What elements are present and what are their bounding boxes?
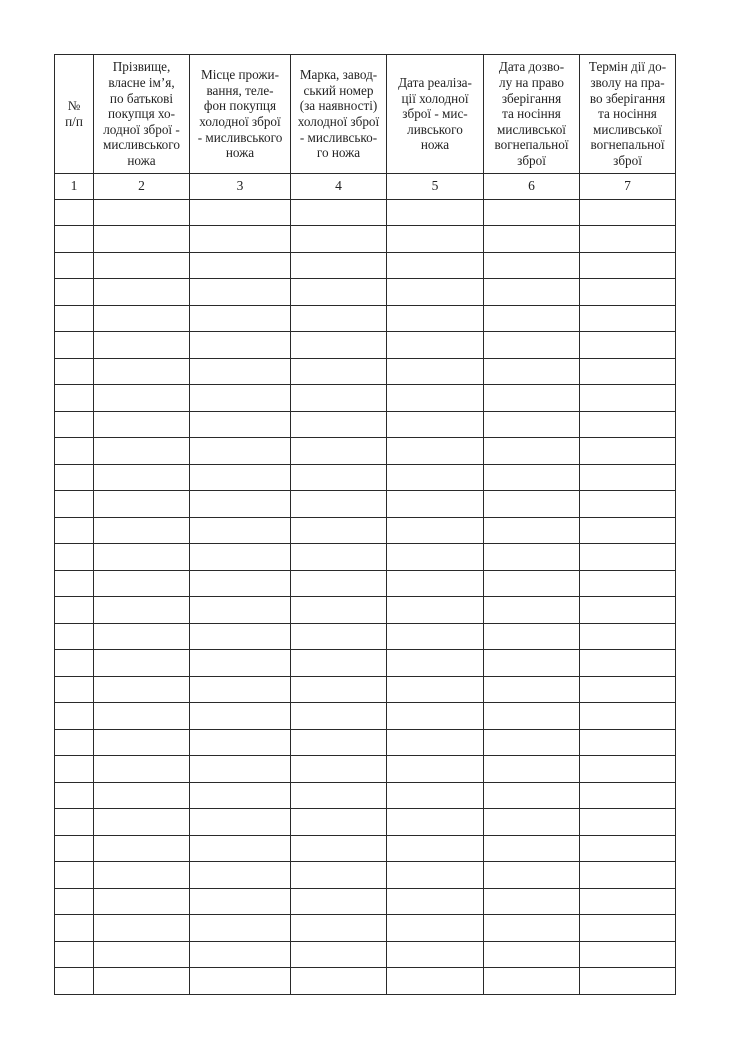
blank-entry-cell[interactable] <box>484 464 580 491</box>
blank-entry-cell[interactable] <box>94 862 190 889</box>
blank-entry-cell[interactable] <box>291 782 387 809</box>
blank-entry-cell[interactable] <box>94 491 190 518</box>
column-number-cell: 1 <box>55 174 94 200</box>
blank-entry-cell[interactable] <box>387 862 484 889</box>
header-line: власне ім’я, <box>108 75 175 91</box>
header-line: вання, теле- <box>206 82 274 98</box>
column-number-row <box>55 174 676 200</box>
blank-entry-cell[interactable] <box>190 332 291 359</box>
header-line: зброї - мис- <box>402 106 468 122</box>
blank-entry-cell[interactable] <box>580 332 676 359</box>
blank-entry-cell[interactable] <box>580 438 676 465</box>
blank-entry-cell[interactable] <box>94 411 190 438</box>
blank-entry-cell[interactable] <box>387 729 484 756</box>
blank-entry-cell[interactable] <box>55 226 94 253</box>
blank-entry-cell[interactable] <box>94 544 190 571</box>
header-line: № <box>67 98 81 114</box>
blank-entry-cell[interactable] <box>387 570 484 597</box>
blank-entry-cell[interactable] <box>291 703 387 730</box>
blank-entry-cell[interactable] <box>387 888 484 915</box>
blank-entry-cell[interactable] <box>291 888 387 915</box>
blank-entry-cell[interactable] <box>291 385 387 412</box>
blank-entry-cell[interactable] <box>55 676 94 703</box>
blank-entry-cell[interactable] <box>387 464 484 491</box>
blank-entry-cell[interactable] <box>580 623 676 650</box>
blank-entry-cell[interactable] <box>55 385 94 412</box>
blank-entry-cell[interactable] <box>190 862 291 889</box>
blank-entry-cell[interactable] <box>580 835 676 862</box>
blank-entry-cell[interactable] <box>190 279 291 306</box>
blank-entry-cell[interactable] <box>190 199 291 226</box>
blank-entry-cell[interactable] <box>484 332 580 359</box>
blank-entry-cell[interactable] <box>55 570 94 597</box>
blank-entry-cell[interactable] <box>387 597 484 624</box>
column-number-cell: 5 <box>387 174 484 200</box>
table-row <box>55 862 676 889</box>
blank-entry-cell[interactable] <box>484 491 580 518</box>
header-line: зволу на пра- <box>590 75 665 91</box>
blank-entry-cell[interactable] <box>190 491 291 518</box>
table-row <box>55 968 676 995</box>
weapons-register-table <box>54 54 676 995</box>
blank-entry-cell[interactable] <box>387 809 484 836</box>
blank-entry-cell[interactable] <box>387 438 484 465</box>
blank-entry-cell[interactable] <box>190 729 291 756</box>
header-line: Місце прожи- <box>201 67 279 83</box>
header-line: та носіння <box>502 106 561 122</box>
blank-entry-cell[interactable] <box>580 491 676 518</box>
blank-entry-cell[interactable] <box>190 464 291 491</box>
blank-entry-cell[interactable] <box>291 623 387 650</box>
blank-entry-cell[interactable] <box>94 570 190 597</box>
header-line: - мисливсько- <box>299 129 378 145</box>
table-row <box>55 305 676 332</box>
blank-entry-cell[interactable] <box>291 544 387 571</box>
blank-entry-cell[interactable] <box>387 279 484 306</box>
blank-entry-cell[interactable] <box>94 332 190 359</box>
blank-entry-cell[interactable] <box>94 226 190 253</box>
blank-entry-cell[interactable] <box>190 544 291 571</box>
column-number-cell: 3 <box>190 174 291 200</box>
blank-entry-cell[interactable] <box>484 729 580 756</box>
blank-entry-cell[interactable] <box>580 252 676 279</box>
column-number-cell: 2 <box>94 174 190 200</box>
blank-entry-cell[interactable] <box>484 226 580 253</box>
blank-entry-cell[interactable] <box>580 703 676 730</box>
blank-entry-cell[interactable] <box>55 650 94 677</box>
blank-entry-cell[interactable] <box>291 968 387 995</box>
blank-entry-cell[interactable] <box>291 491 387 518</box>
header-line: вогнепальної <box>494 137 569 153</box>
blank-entry-cell[interactable] <box>484 358 580 385</box>
header-cell-col7 <box>580 55 676 174</box>
header-line: п/п <box>65 114 83 129</box>
table-row <box>55 570 676 597</box>
blank-entry-cell[interactable] <box>94 385 190 412</box>
table-row <box>55 491 676 518</box>
header-cell-col3 <box>190 55 291 174</box>
blank-entry-cell[interactable] <box>387 676 484 703</box>
blank-entry-cell[interactable] <box>580 888 676 915</box>
blank-entry-cell[interactable] <box>484 676 580 703</box>
blank-entry-cell[interactable] <box>484 411 580 438</box>
blank-entry-cell[interactable] <box>55 544 94 571</box>
blank-entry-cell[interactable] <box>55 491 94 518</box>
table-row <box>55 358 676 385</box>
table-row <box>55 888 676 915</box>
blank-entry-cell[interactable] <box>190 438 291 465</box>
blank-entry-cell[interactable] <box>580 570 676 597</box>
header-line: холодної зброї <box>199 114 281 129</box>
blank-entry-cell[interactable] <box>190 809 291 836</box>
header-line: та носіння <box>598 106 657 122</box>
blank-entry-cell[interactable] <box>484 385 580 412</box>
blank-entry-cell[interactable] <box>94 809 190 836</box>
blank-entry-cell[interactable] <box>484 809 580 836</box>
blank-entry-cell[interactable] <box>190 385 291 412</box>
blank-entry-cell[interactable] <box>291 332 387 359</box>
blank-entry-cell[interactable] <box>94 199 190 226</box>
blank-entry-cell[interactable] <box>484 915 580 942</box>
header-line: мисливської <box>593 121 662 137</box>
header-row <box>55 55 676 174</box>
blank-entry-cell[interactable] <box>387 252 484 279</box>
header-line: лу на право <box>499 75 564 91</box>
blank-entry-cell[interactable] <box>484 438 580 465</box>
blank-entry-cell[interactable] <box>291 411 387 438</box>
blank-entry-cell[interactable] <box>190 756 291 783</box>
blank-entry-cell[interactable] <box>387 411 484 438</box>
blank-entry-cell[interactable] <box>55 703 94 730</box>
blank-entry-cell[interactable] <box>55 623 94 650</box>
blank-entry-cell[interactable] <box>94 888 190 915</box>
blank-entry-cell[interactable] <box>387 915 484 942</box>
blank-entry-cell[interactable] <box>190 915 291 942</box>
blank-entry-cell[interactable] <box>484 279 580 306</box>
blank-entry-cell[interactable] <box>55 464 94 491</box>
blank-entry-cell[interactable] <box>291 597 387 624</box>
header-cell-col4 <box>291 55 387 174</box>
blank-entry-cell[interactable] <box>55 358 94 385</box>
blank-entry-cell[interactable] <box>484 835 580 862</box>
header-cell-col1 <box>55 55 94 174</box>
column-number-cell: 6 <box>484 174 580 200</box>
header-line: (за наявності) <box>299 98 378 114</box>
blank-entry-cell[interactable] <box>190 650 291 677</box>
blank-entry-cell[interactable] <box>580 597 676 624</box>
header-line: зброї <box>613 152 642 168</box>
blank-entry-cell[interactable] <box>484 941 580 968</box>
header-line: покупця хо- <box>107 106 176 122</box>
blank-entry-cell[interactable] <box>190 358 291 385</box>
blank-entry-cell[interactable] <box>94 305 190 332</box>
table-row <box>55 464 676 491</box>
header-line: ливського <box>407 121 463 137</box>
header-line: по батькові <box>109 90 174 106</box>
blank-entry-cell[interactable] <box>484 888 580 915</box>
blank-entry-cell[interactable] <box>190 252 291 279</box>
header-line: фон покупця <box>203 98 277 114</box>
header-line: мисливського <box>103 137 180 153</box>
header-line: ножа <box>420 137 450 153</box>
table-row <box>55 676 676 703</box>
blank-entry-cell[interactable] <box>55 915 94 942</box>
blank-entry-cell[interactable] <box>580 385 676 412</box>
blank-entry-cell[interactable] <box>55 438 94 465</box>
blank-entry-cell[interactable] <box>291 650 387 677</box>
blank-entry-cell[interactable] <box>190 411 291 438</box>
blank-entry-cell[interactable] <box>94 650 190 677</box>
blank-entry-cell[interactable] <box>580 544 676 571</box>
table-body <box>55 55 676 995</box>
blank-entry-cell[interactable] <box>484 305 580 332</box>
blank-entry-cell[interactable] <box>484 544 580 571</box>
blank-entry-cell[interactable] <box>387 305 484 332</box>
blank-entry-cell[interactable] <box>291 570 387 597</box>
blank-entry-cell[interactable] <box>55 756 94 783</box>
table-row <box>55 650 676 677</box>
blank-entry-cell[interactable] <box>580 862 676 889</box>
blank-entry-cell[interactable] <box>94 358 190 385</box>
header-line: ножа <box>225 145 255 161</box>
blank-entry-cell[interactable] <box>55 411 94 438</box>
blank-entry-cell[interactable] <box>291 305 387 332</box>
blank-entry-cell[interactable] <box>291 809 387 836</box>
blank-entry-cell[interactable] <box>387 623 484 650</box>
header-line: лодної зброї - <box>103 121 180 137</box>
blank-entry-cell[interactable] <box>55 279 94 306</box>
table-row <box>55 199 676 226</box>
blank-entry-cell[interactable] <box>484 597 580 624</box>
table-row <box>55 809 676 836</box>
blank-entry-cell[interactable] <box>94 517 190 544</box>
blank-entry-cell[interactable] <box>580 411 676 438</box>
blank-entry-cell[interactable] <box>55 332 94 359</box>
blank-entry-cell[interactable] <box>484 199 580 226</box>
header-line: Дата дозво- <box>498 59 565 75</box>
blank-entry-cell[interactable] <box>387 544 484 571</box>
table-row <box>55 332 676 359</box>
blank-entry-cell[interactable] <box>94 279 190 306</box>
blank-entry-cell[interactable] <box>387 650 484 677</box>
blank-entry-cell[interactable] <box>190 782 291 809</box>
blank-entry-cell[interactable] <box>580 199 676 226</box>
blank-entry-cell[interactable] <box>291 279 387 306</box>
blank-entry-cell[interactable] <box>291 756 387 783</box>
blank-entry-cell[interactable] <box>580 915 676 942</box>
blank-entry-cell[interactable] <box>55 968 94 995</box>
header-line: ції холодної <box>401 90 469 106</box>
column-number-cell: 4 <box>291 174 387 200</box>
blank-entry-cell[interactable] <box>55 782 94 809</box>
table-row <box>55 438 676 465</box>
table-row <box>55 703 676 730</box>
blank-entry-cell[interactable] <box>387 968 484 995</box>
blank-entry-cell[interactable] <box>580 729 676 756</box>
blank-entry-cell[interactable] <box>94 782 190 809</box>
header-line: мисливської <box>497 121 566 137</box>
blank-entry-cell[interactable] <box>190 968 291 995</box>
blank-entry-cell[interactable] <box>190 888 291 915</box>
blank-entry-cell[interactable] <box>190 517 291 544</box>
blank-entry-cell[interactable] <box>387 332 484 359</box>
blank-entry-cell[interactable] <box>190 835 291 862</box>
blank-entry-cell[interactable] <box>580 676 676 703</box>
blank-entry-cell[interactable] <box>55 305 94 332</box>
blank-entry-cell[interactable] <box>55 252 94 279</box>
blank-entry-cell[interactable] <box>291 358 387 385</box>
blank-entry-cell[interactable] <box>190 597 291 624</box>
column-number-cell: 7 <box>580 174 676 200</box>
header-line: Термін дії до- <box>588 59 667 75</box>
blank-entry-cell[interactable] <box>94 941 190 968</box>
blank-entry-cell[interactable] <box>387 756 484 783</box>
table-row <box>55 756 676 783</box>
blank-entry-cell[interactable] <box>291 226 387 253</box>
blank-entry-cell[interactable] <box>55 941 94 968</box>
blank-entry-cell[interactable] <box>94 729 190 756</box>
blank-entry-cell[interactable] <box>55 597 94 624</box>
blank-entry-cell[interactable] <box>484 252 580 279</box>
blank-entry-cell[interactable] <box>580 279 676 306</box>
header-cell-col6 <box>484 55 580 174</box>
blank-entry-cell[interactable] <box>190 226 291 253</box>
blank-entry-cell[interactable] <box>484 517 580 544</box>
blank-entry-cell[interactable] <box>55 862 94 889</box>
blank-entry-cell[interactable] <box>55 809 94 836</box>
header-cell-col5 <box>387 55 484 174</box>
table-row <box>55 385 676 412</box>
blank-entry-cell[interactable] <box>387 226 484 253</box>
blank-entry-cell[interactable] <box>387 782 484 809</box>
blank-entry-cell[interactable] <box>291 676 387 703</box>
blank-entry-cell[interactable] <box>291 729 387 756</box>
table-row <box>55 226 676 253</box>
blank-entry-cell[interactable] <box>484 968 580 995</box>
blank-entry-cell[interactable] <box>580 941 676 968</box>
blank-entry-cell[interactable] <box>580 968 676 995</box>
blank-entry-cell[interactable] <box>94 252 190 279</box>
blank-entry-cell[interactable] <box>291 915 387 942</box>
blank-entry-cell[interactable] <box>387 491 484 518</box>
blank-entry-cell[interactable] <box>484 862 580 889</box>
blank-entry-cell[interactable] <box>387 941 484 968</box>
blank-entry-cell[interactable] <box>387 835 484 862</box>
header-line: го ножа <box>316 145 361 161</box>
header-line: ножа <box>127 152 156 168</box>
blank-entry-cell[interactable] <box>55 888 94 915</box>
table-row <box>55 915 676 942</box>
blank-entry-cell[interactable] <box>387 385 484 412</box>
header-line: вогнепальної <box>590 137 665 153</box>
blank-entry-cell[interactable] <box>55 517 94 544</box>
blank-entry-cell[interactable] <box>580 358 676 385</box>
blank-entry-cell[interactable] <box>94 835 190 862</box>
blank-entry-cell[interactable] <box>55 199 94 226</box>
table-row <box>55 517 676 544</box>
blank-entry-cell[interactable] <box>484 650 580 677</box>
blank-entry-cell[interactable] <box>291 862 387 889</box>
header-line: Прізвище, <box>112 59 171 75</box>
blank-entry-cell[interactable] <box>94 676 190 703</box>
table-row <box>55 782 676 809</box>
table-row <box>55 279 676 306</box>
blank-entry-cell[interactable] <box>291 438 387 465</box>
blank-entry-cell[interactable] <box>190 305 291 332</box>
blank-entry-cell[interactable] <box>94 597 190 624</box>
header-cell-col2 <box>94 55 190 174</box>
blank-entry-cell[interactable] <box>190 570 291 597</box>
table-row <box>55 729 676 756</box>
blank-entry-cell[interactable] <box>94 915 190 942</box>
blank-entry-cell[interactable] <box>291 464 387 491</box>
blank-entry-cell[interactable] <box>580 650 676 677</box>
blank-entry-cell[interactable] <box>387 703 484 730</box>
blank-entry-cell[interactable] <box>580 305 676 332</box>
table-row <box>55 623 676 650</box>
blank-entry-cell[interactable] <box>484 782 580 809</box>
blank-entry-cell[interactable] <box>55 729 94 756</box>
header-line: Марка, завод- <box>299 67 378 83</box>
blank-entry-cell[interactable] <box>580 809 676 836</box>
blank-entry-cell[interactable] <box>484 570 580 597</box>
header-line: зберігання <box>501 90 562 106</box>
blank-entry-cell[interactable] <box>94 968 190 995</box>
blank-entry-cell[interactable] <box>190 941 291 968</box>
blank-entry-cell[interactable] <box>387 517 484 544</box>
blank-entry-cell[interactable] <box>94 703 190 730</box>
header-line: ський номер <box>303 82 374 98</box>
blank-entry-cell[interactable] <box>580 756 676 783</box>
table-row <box>55 252 676 279</box>
header-line: зброї <box>517 152 546 168</box>
blank-entry-cell[interactable] <box>94 623 190 650</box>
blank-entry-cell[interactable] <box>580 782 676 809</box>
blank-entry-cell[interactable] <box>291 199 387 226</box>
blank-entry-cell[interactable] <box>387 358 484 385</box>
blank-entry-cell[interactable] <box>94 756 190 783</box>
table-row <box>55 941 676 968</box>
blank-entry-cell[interactable] <box>387 199 484 226</box>
header-line: - мисливського <box>197 129 283 145</box>
blank-entry-cell[interactable] <box>190 676 291 703</box>
blank-entry-cell[interactable] <box>580 226 676 253</box>
table-row <box>55 544 676 571</box>
blank-entry-cell[interactable] <box>190 623 291 650</box>
blank-entry-cell[interactable] <box>484 756 580 783</box>
blank-entry-cell[interactable] <box>484 703 580 730</box>
header-line: во зберігання <box>589 90 666 106</box>
blank-entry-cell[interactable] <box>484 623 580 650</box>
header-line: холодної зброї <box>297 114 380 129</box>
blank-entry-cell[interactable] <box>580 517 676 544</box>
blank-entry-cell[interactable] <box>55 835 94 862</box>
blank-entry-cell[interactable] <box>291 835 387 862</box>
table-row <box>55 835 676 862</box>
blank-entry-cell[interactable] <box>94 438 190 465</box>
blank-entry-cell[interactable] <box>190 703 291 730</box>
blank-entry-cell[interactable] <box>291 252 387 279</box>
table-row <box>55 411 676 438</box>
blank-entry-cell[interactable] <box>94 464 190 491</box>
blank-entry-cell[interactable] <box>291 517 387 544</box>
header-line: Дата реаліза- <box>398 75 472 91</box>
blank-entry-cell[interactable] <box>580 464 676 491</box>
blank-entry-cell[interactable] <box>291 941 387 968</box>
table-row <box>55 597 676 624</box>
